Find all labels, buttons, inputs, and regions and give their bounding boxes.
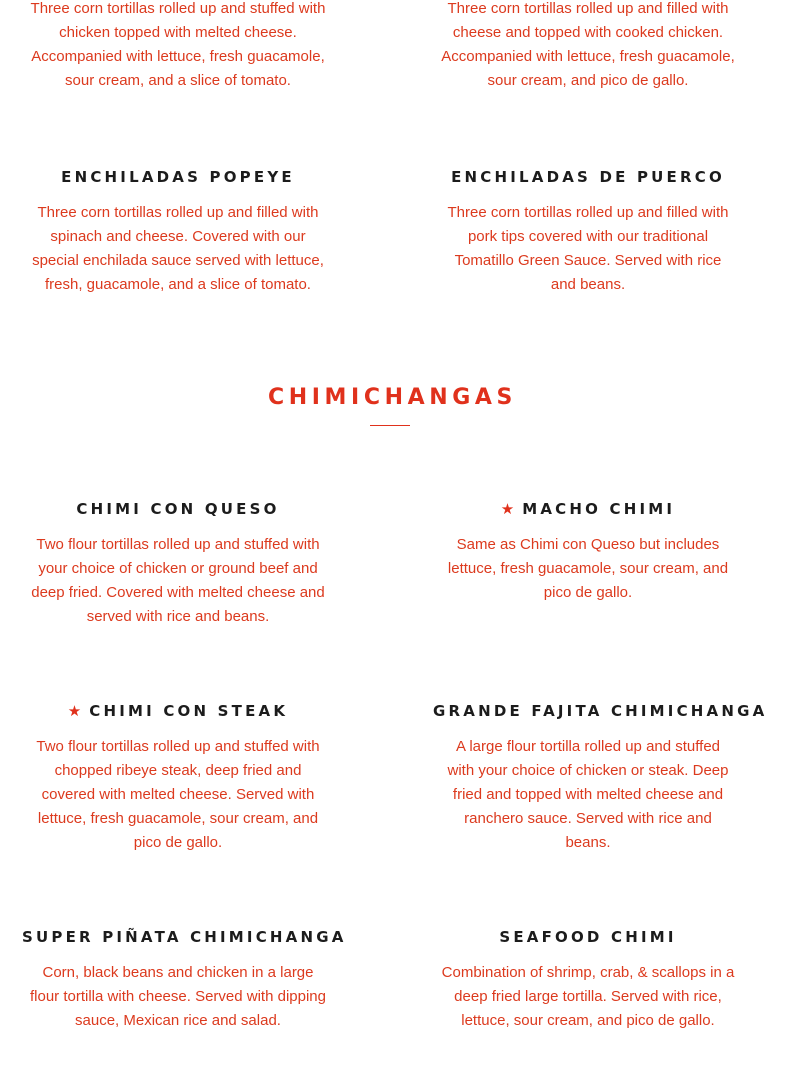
menu-item-partial-right [433, 0, 743, 93]
menu-item-description: Same as Chimi con Queso but includes lettuce, fresh guacamole, sour cream, and pico de gallo. [447, 536, 729, 601]
menu-item-chimi-con-steak [22, 701, 334, 855]
menu-item-name: SEAFOOD CHIMI [499, 928, 677, 946]
menu-item-name: ENCHILADAS POPEYE [61, 168, 295, 186]
star-icon: ★ [500, 500, 515, 518]
menu-item-enchiladas-popeye [22, 167, 334, 297]
menu-item-name: CHIMI CON QUESO [76, 500, 280, 518]
menu-item-name: CHIMI CON STEAK [89, 702, 289, 720]
menu-item-name: MACHO CHIMI [522, 500, 676, 518]
menu-item-description: Three corn tortillas rolled up and filled with pork tips covered with our traditional Tomatillo Green Sauce. Served with rice and beans. [447, 204, 729, 293]
menu-item-description: Three corn tortillas rolled up and filled with cheese and topped with cooked chicken. Accompanied with lettuce, fresh guacamole, sour cream, and pico de gallo. [441, 0, 735, 89]
menu-item-description: Three corn tortillas rolled up and stuffed with chicken topped with melted cheese. Accompanied with lettuce, fresh guacamole, sour cream, and a slice of tomato. [30, 0, 326, 89]
menu-item-chimi-con-queso [22, 499, 334, 629]
section-divider [370, 425, 410, 426]
star-icon: ★ [67, 702, 82, 720]
menu-item-partial-left [22, 0, 334, 93]
menu-item-name: ENCHILADAS DE PUERCO [451, 168, 725, 186]
menu-item-name: GRANDE FAJITA CHIMICHANGA [433, 702, 768, 720]
menu-item-description: Two flour tortillas rolled up and stuffed with chopped ribeye steak, deep fried and covered with melted cheese. Served with lettuce, fresh guacamole, sour cream, and pico de gallo. [36, 738, 320, 851]
menu-item-grande-fajita-chimichanga [433, 701, 768, 855]
menu-item-description: Two flour tortillas rolled up and stuffed with your choice of chicken or ground beef and deep fried. Covered with melted cheese and served with rice and beans. [31, 536, 325, 625]
menu-item-super-pinata-chimichanga [22, 927, 347, 1033]
menu-item-description: A large flour tortilla rolled up and stuffed with your choice of chicken or steak. Deep fried and topped with melted cheese and ranchero sauce. Served with rice and beans. [447, 738, 729, 851]
menu-item-description: Three corn tortillas rolled up and filled with spinach and cheese. Covered with our special enchilada sauce served with lettuce, fresh, guacamole, and a slice of tomato. [32, 204, 324, 293]
menu-item-name: SUPER PIÑATA CHIMICHANGA [22, 928, 347, 946]
menu-item-seafood-chimi [433, 927, 743, 1033]
menu-item-enchiladas-de-puerco [433, 167, 743, 297]
menu-item-description: Corn, black beans and chicken in a large flour tortilla with cheese. Served with dipping sauce, Mexican rice and salad. [30, 964, 326, 1029]
section-title-chimichangas: CHIMICHANGAS [268, 385, 517, 410]
menu-item-macho-chimi [433, 499, 743, 605]
menu-item-description: Combination of shrimp, crab, & scallops in a deep fried large tortilla. Served with rice, lettuce, sour cream, and pico de gallo. [441, 964, 735, 1029]
